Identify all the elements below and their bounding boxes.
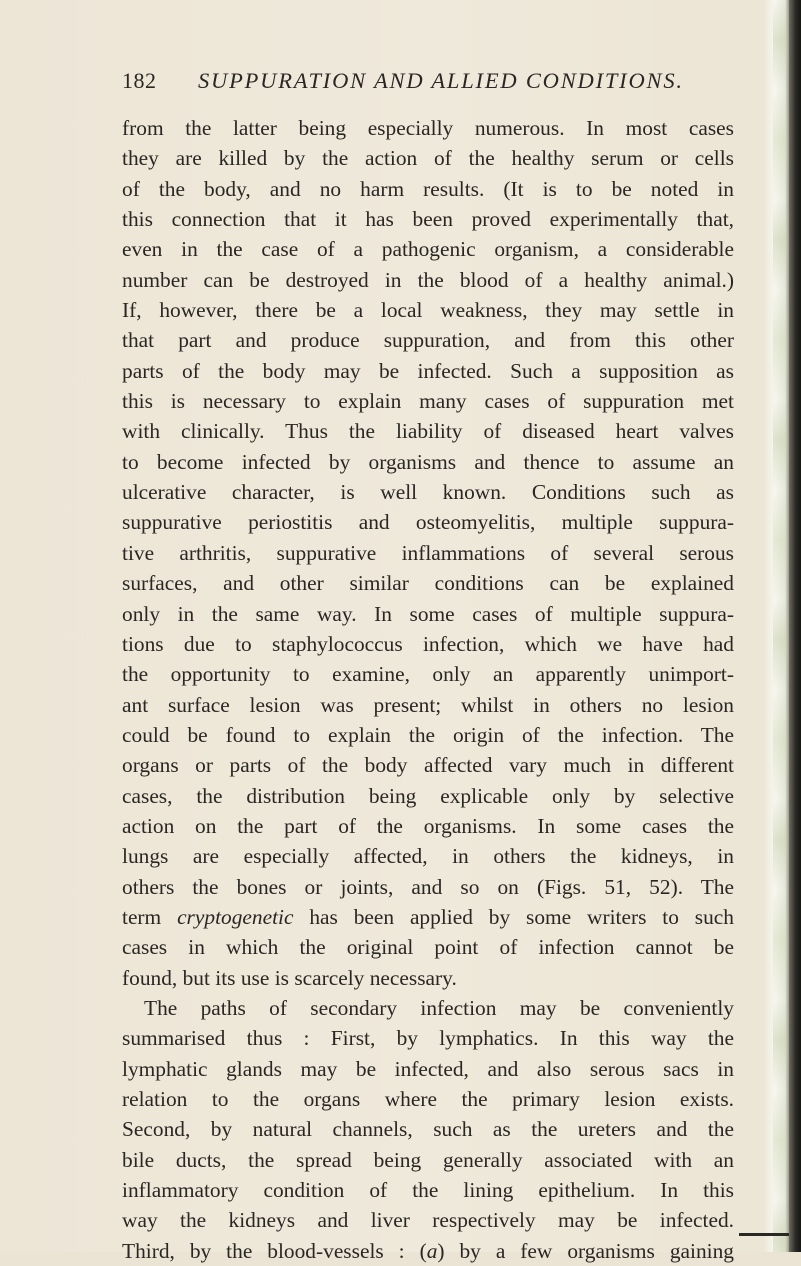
text-line: The paths of secondary infection may be conveniently [144, 995, 734, 1020]
text-line: parts of the body may be infected. Such a supposition as [122, 358, 734, 383]
text-line: Third, by the blood-vessels : (a) by a few organisms gaining [122, 1238, 734, 1263]
italic-term: cryptogenetic [177, 904, 294, 929]
page-edge-shadow [789, 0, 801, 1252]
text-line: ulcerative character, is well known. Conditions such as [122, 480, 734, 505]
text-line: lymphatic glands may be infected, and also serous sacs in [122, 1056, 734, 1081]
page-edge-bottom-mark [739, 1233, 789, 1236]
text-line: suppurative periostitis and osteomyelitis, multiple suppura- [122, 510, 734, 535]
text-line: organs or parts of the body affected vary much in different [122, 753, 734, 778]
text-line: could be found to explain the origin of the infection. The [122, 722, 734, 747]
text-line: to become infected by organisms and thence to assume an [122, 449, 734, 474]
text-line: number can be destroyed in the blood of a healthy animal.) [122, 267, 734, 292]
text-line: lungs are especially affected, in others the kidneys, in [122, 844, 734, 869]
text-line: with clinically. Thus the liability of diseased heart valves [122, 419, 734, 444]
text-line: they are killed by the action of the healthy serum or cells [122, 146, 734, 171]
text-line: others the bones or joints, and so on (Figs. 51, 52). The [122, 874, 734, 899]
text-line: found, but its use is scarcely necessary. [122, 965, 457, 990]
text-line: tive arthritis, suppurative inflammations of several serous [122, 540, 734, 565]
text-line: inflammatory condition of the lining epithelium. In this [122, 1178, 734, 1203]
text-line: relation to the organs where the primary lesion exists. [122, 1087, 734, 1111]
text-line: surfaces, and other similar conditions can be explained [122, 571, 734, 596]
text-line: of the body, and no harm results. (It is to be noted in [122, 176, 734, 201]
text-line: the opportunity to examine, only an apparently unimport- [122, 662, 734, 687]
text-line: this connection that it has been proved experimentally that, [122, 207, 734, 232]
text-line: ant surface lesion was present; whilst in others no lesion [122, 692, 734, 717]
text-line: from the latter being especially numerous. In most cases [122, 116, 734, 140]
text-line: that part and produce suppuration, and from this other [122, 328, 734, 353]
text-line: cases in which the original point of infection cannot be [122, 935, 734, 960]
body-text [122, 113, 734, 1266]
page-header [0, 66, 801, 96]
text-line: bile ducts, the spread being generally associated with an [122, 1147, 734, 1172]
running-title: SUPPURATION AND ALLIED CONDITIONS. [198, 68, 684, 93]
text-line: even in the case of a pathogenic organism, a considerable [122, 237, 734, 262]
text-line: term cryptogenetic has been applied by some writers to such [122, 904, 734, 929]
text-line: Second, by natural channels, such as the ureters and the [122, 1117, 734, 1142]
text-line: action on the part of the organisms. In some cases the [122, 813, 734, 838]
text-line: cases, the distribution being explicable only by selective [122, 783, 734, 808]
text-line: only in the same way. In some cases of multiple suppura- [122, 601, 734, 626]
text-line: summarised thus : First, by lymphatics. In this way the [122, 1026, 734, 1051]
text-line: this is necessary to explain many cases of suppuration met [122, 389, 734, 414]
text-line: If, however, there be a local weakness, they may settle in [122, 298, 734, 323]
page-number: 182 [122, 68, 157, 93]
page-edge-texture [773, 0, 787, 1252]
italic-letter: a [426, 1238, 438, 1263]
text-line: way the kidneys and liver respectively may be infected. [122, 1208, 734, 1233]
text-line: tions due to staphylococcus infection, which we have had [122, 631, 734, 656]
